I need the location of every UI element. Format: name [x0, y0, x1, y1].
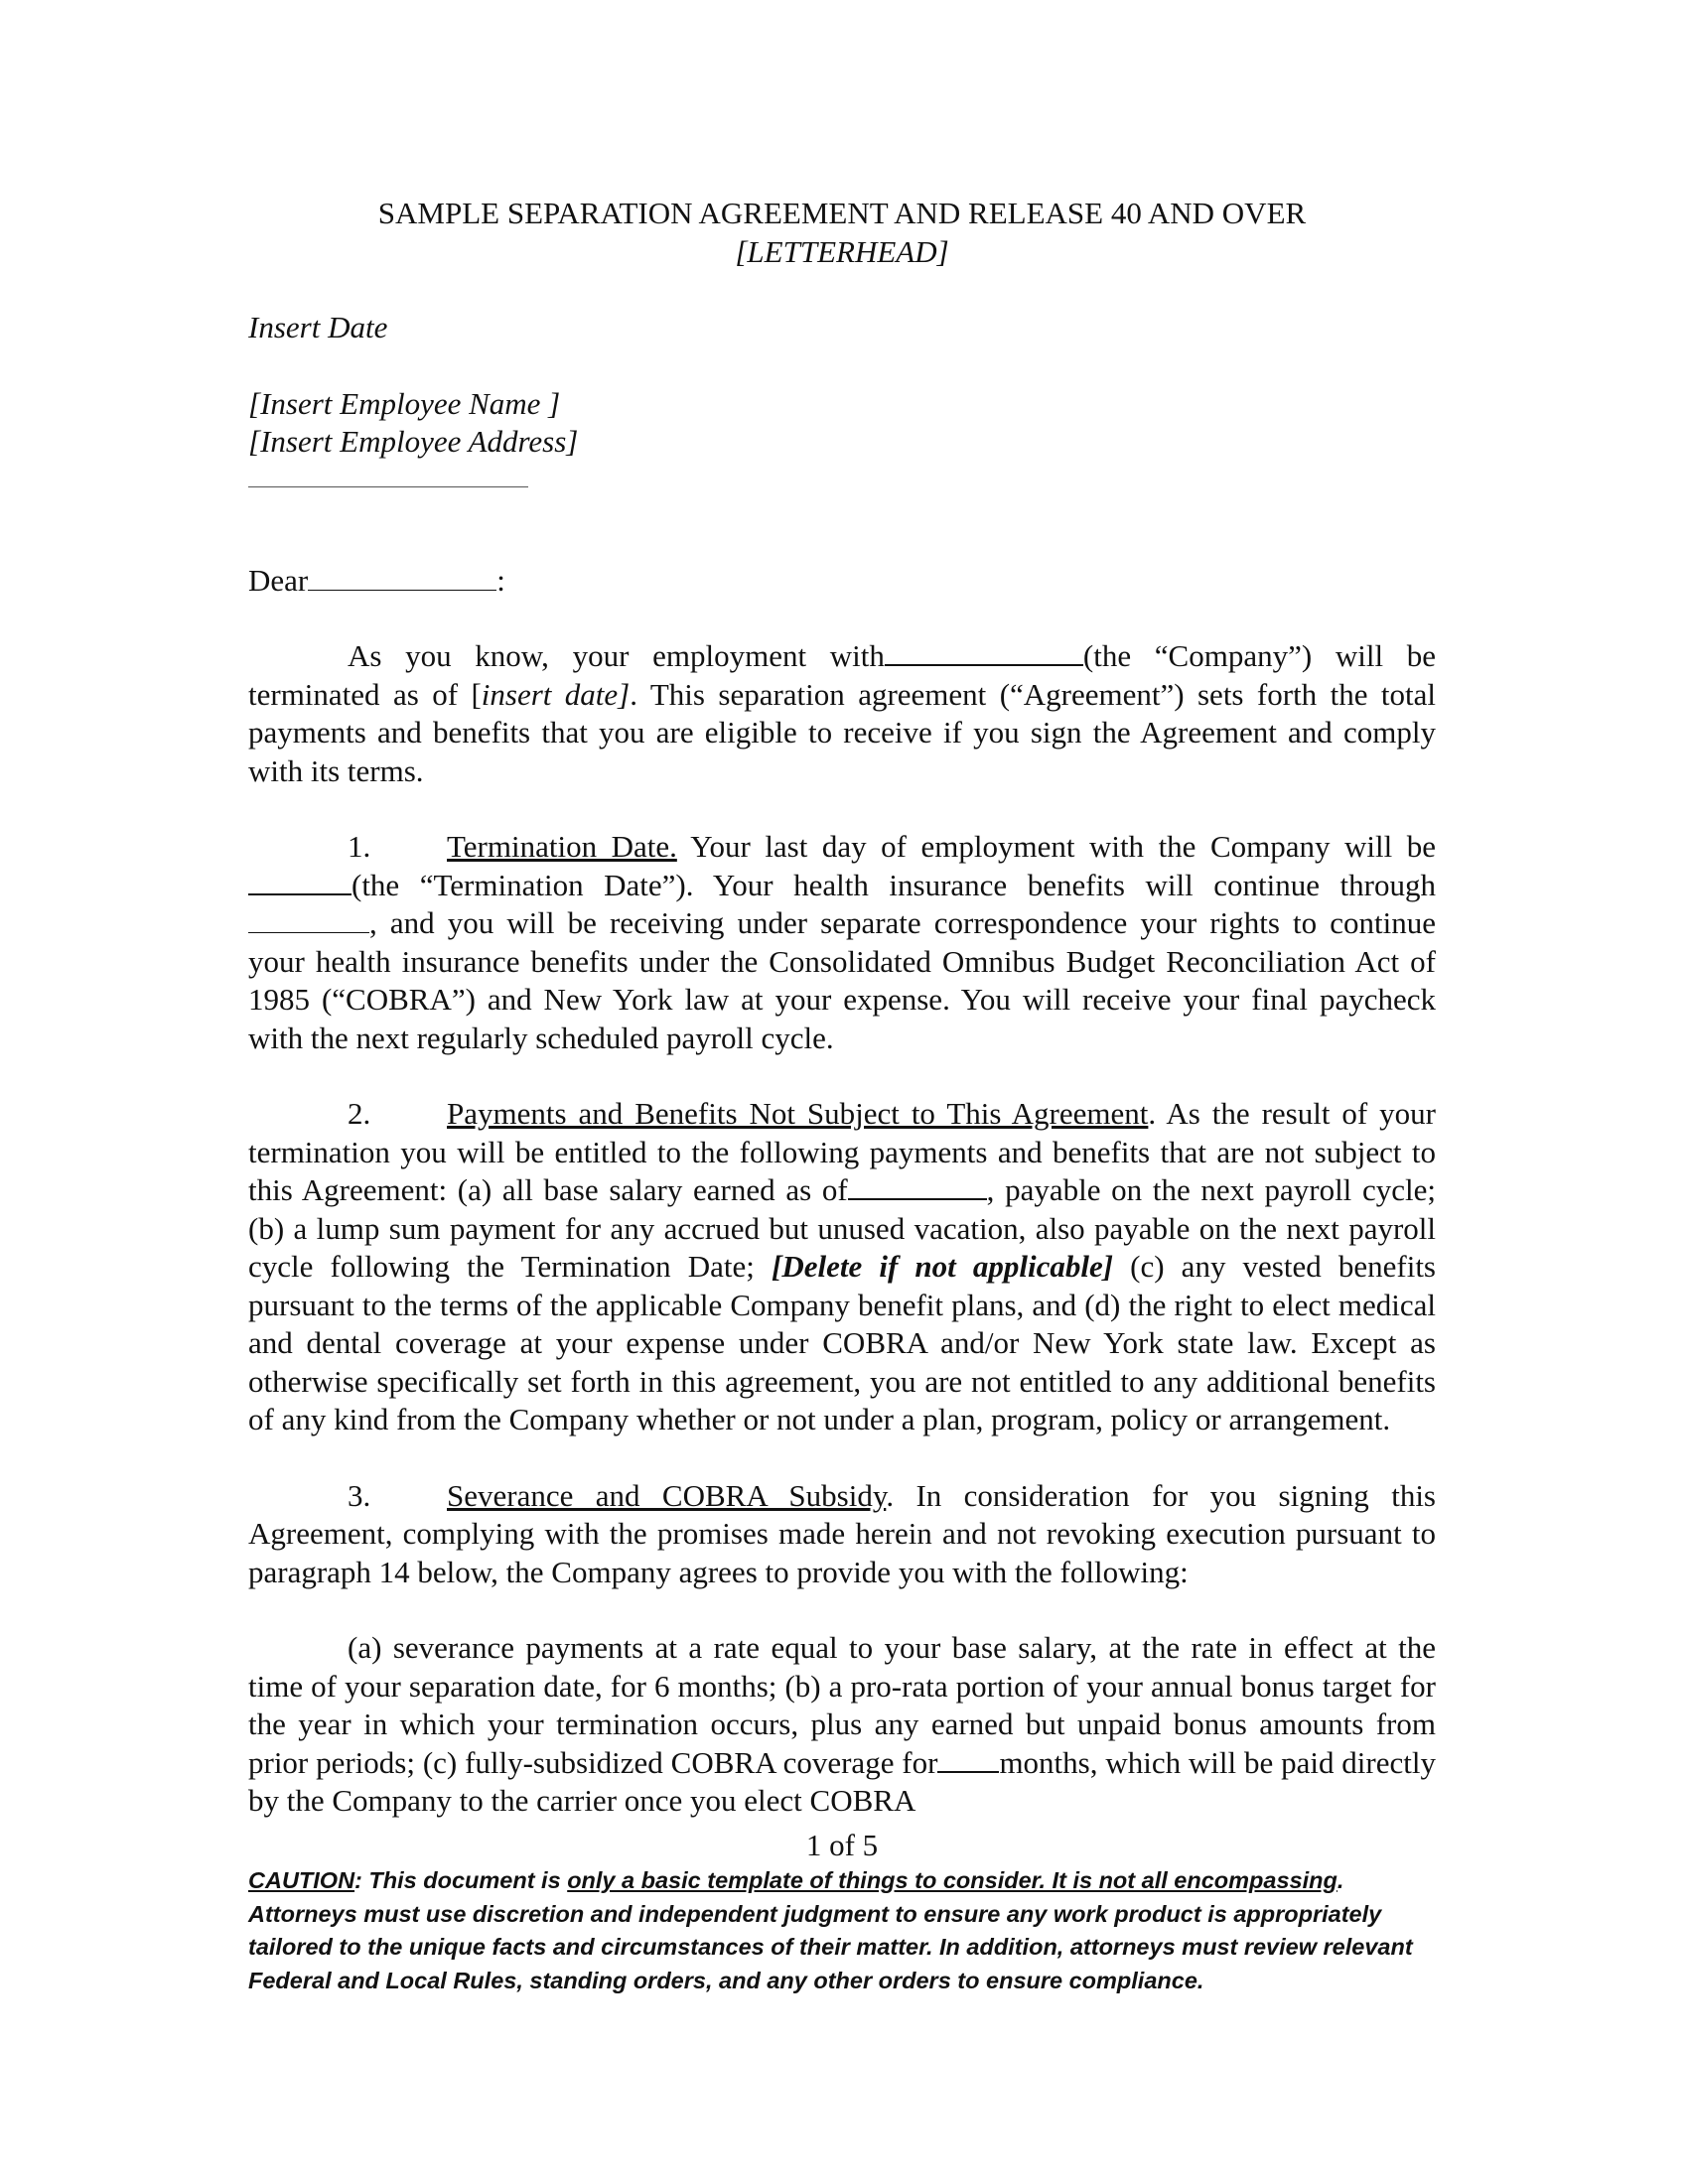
section-1-text-2: (the “Termination Date”). Your health insurance benefits will continue through — [352, 867, 1436, 902]
caution-label: CAUTION — [248, 1867, 355, 1893]
caution-text-2: . Attorneys must use discretion and independent judgment to ensure any work product is appropriately tailored to the unique facts and circumstances of their matter. In addition, attorneys must review relevant Federal and Local Rules, standing orders, and any other orders to ensure compliance. — [248, 1867, 1413, 1993]
date-placeholder: Insert Date — [248, 310, 388, 344]
salutation-blank — [308, 564, 496, 591]
section-3-number: 3. — [348, 1477, 371, 1513]
company-name-blank — [885, 638, 1083, 666]
caution-underlined-text: only a basic template of things to consider. It is not all encompassing — [567, 1867, 1337, 1893]
section-3a-text-1: (a) severance payments at a rate equal to your base salary, at the rate in effect at the time of your separation date, for 6 months; (b) a pro-rata portion of your annual bonus target for the year in which your termination occurs, plus any earned but unpaid bonus amounts from prior periods; (c) fully-subsidized COBRA coverage for — [248, 1630, 1436, 1780]
section-2-heading: Payments and Benefits Not Subject to This Agreement — [447, 1096, 1149, 1131]
section-3a — [248, 1629, 1436, 1821]
section-2 — [248, 1095, 1436, 1439]
section-3-heading: Severance and COBRA Subsidy — [447, 1477, 887, 1513]
cobra-months-blank — [937, 1745, 999, 1773]
employee-address-placeholder: [Insert Employee Address] — [248, 424, 579, 459]
page-number: 1 of 5 — [805, 1827, 879, 1862]
salutation-colon: : — [496, 562, 505, 598]
intro-text-2: (the “Company”) will be terminated as of [ — [248, 638, 1437, 712]
section-3-text-1: . In consideration for you signing this Agreement, complying with the promises made herein and not revoking execution pursuant to paragraph 14 below, the Company agrees to provide you with the following: — [248, 1477, 1436, 1589]
salutation-text: Dear — [248, 562, 309, 598]
intro-text-1: As you know, your employment with — [348, 638, 885, 673]
section-1 — [248, 828, 1436, 1057]
section-1-text-3: , and you will be receiving under separate correspondence your rights to continue your health insurance benefits under the Consolidated Omnibus Budget Reconciliation Act of 1985 (“COBRA”) and New York law at your expense. You will receive your final paycheck with the next regularly scheduled payroll cycle. — [248, 905, 1436, 1055]
employee-name-placeholder: [Insert Employee Name ] — [248, 385, 561, 421]
intro-paragraph — [248, 637, 1436, 790]
section-1-number: 1. — [348, 829, 371, 864]
section-2-text-2: , payable on the next payroll cycle; (b) a lump sum payment for any accrued but unused vacation, also payable on the next payroll cycle following the Termination Date; — [248, 1172, 1436, 1284]
delete-if-not-applicable-note: [Delete if not applicable] — [772, 1249, 1114, 1284]
section-1-text-1: Your last day of employment with the Company will be — [676, 829, 1436, 864]
insurance-through-blank — [248, 906, 369, 933]
section-1-heading: Termination Date. — [447, 829, 677, 864]
section-2-number: 2. — [348, 1096, 371, 1131]
section-3a-text-2: months, which will be paid directly by the Company to the carrier once you elect COBRA — [248, 1744, 1436, 1818]
section-2-text-1: . As the result of your termination you will be entitled to the following payments and benefits that are not subject to this Agreement: (a) all base salary earned as of — [248, 1096, 1436, 1207]
caution-text-1: : This document is — [354, 1867, 568, 1893]
caution-footer — [248, 1864, 1436, 1997]
salutation — [248, 562, 1436, 601]
termination-date-blank — [248, 868, 352, 895]
document-page — [248, 195, 1436, 1997]
section-2-text-3: (c) any vested benefits pursuant to the terms of the applicable Company benefit plans, and (d) the right to elect medical and dental coverage at your expense under COBRA and/or New York state law. Except as otherwise specifically set forth in this agreement, you are not entitled to any additional benefits of any kind from the Company whether or not under a plan, program, policy or arrangement. — [248, 1249, 1436, 1436]
salary-earned-blank — [848, 1172, 987, 1200]
intro-text-3: . This separation agreement (“Agreement”) sets forth the total payments and benefits that you are eligible to receive if you sign the Agreement and comply with its terms. — [248, 676, 1436, 788]
letterhead-placeholder: [LETTERHEAD] — [735, 233, 949, 269]
document-title: SAMPLE SEPARATION AGREEMENT AND RELEASE 40 AND OVER — [377, 196, 1307, 230]
insert-date-placeholder: insert date] — [481, 676, 631, 712]
section-3 — [248, 1477, 1436, 1592]
